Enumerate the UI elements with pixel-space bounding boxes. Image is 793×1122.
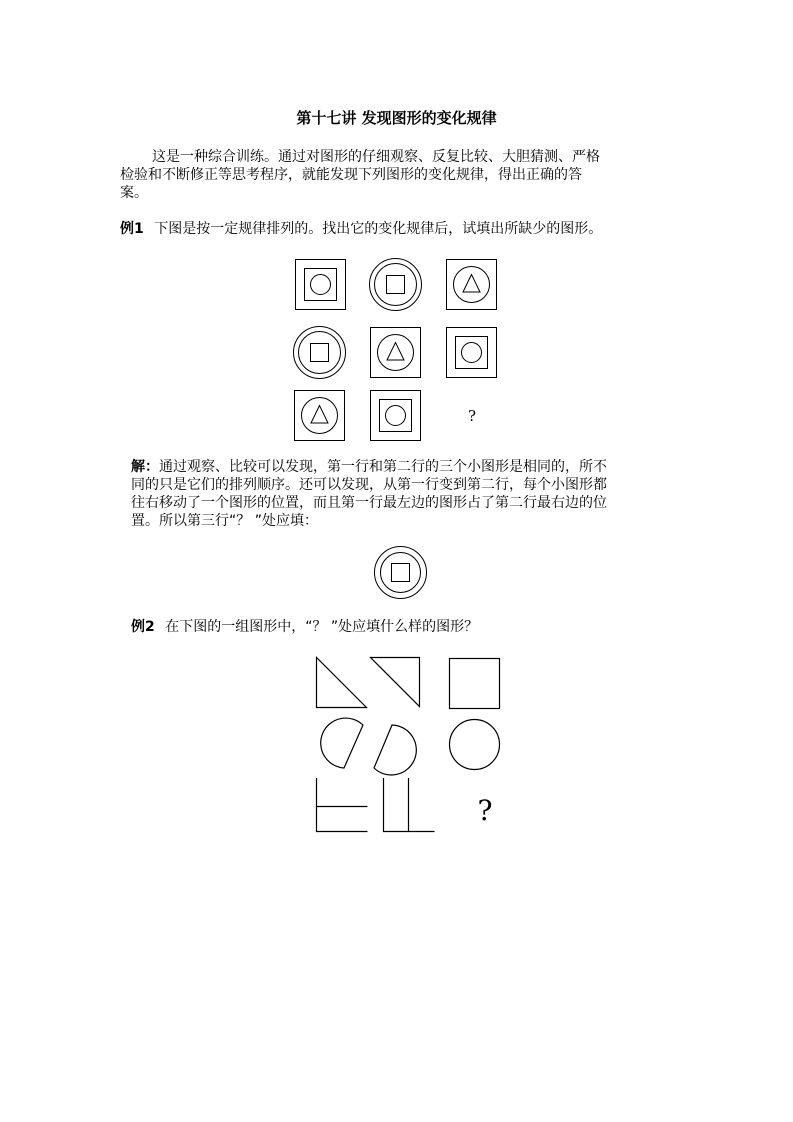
ex2-r2c2-half-circle-right bbox=[374, 725, 416, 775]
ex2-r2c3-circle bbox=[450, 720, 500, 770]
ex2-r2c1-half-circle-left bbox=[321, 718, 363, 768]
ex2-r1c2-right-triangle-right bbox=[371, 658, 420, 707]
ex1-missing-question-mark: ? bbox=[467, 407, 477, 425]
solution-line-3: 往右移动了一个图形的位置，而且第一行最左边的图形占了第二行最右边的位 bbox=[131, 495, 607, 511]
page-title: 第十七讲 发现图形的变化规律 bbox=[296, 109, 497, 127]
example2-question: 在下图的一组图形中，“？ ”处应填什么样的图形？ bbox=[165, 619, 479, 635]
intro-line-3: 案。 bbox=[120, 185, 148, 201]
example1-question: 下图是按一定规律排列的。找出它的变化规律后，试填出所缺少的图形。 bbox=[154, 221, 603, 237]
ex2-r1c1-right-triangle-left bbox=[317, 658, 367, 708]
example1-label: 例1 bbox=[120, 221, 144, 237]
ex2-r3c1-corner-left bbox=[317, 778, 368, 832]
intro-line-2: 检验和不断修正等思考程序，就能发现下列图形的变化规律，得出正确的答 bbox=[120, 167, 582, 183]
solution-line-1-text: 通过观察、比较可以发现，第一行和第二行的三个小图形是相同的，所不 bbox=[159, 459, 607, 475]
ex2-r3c2-corner-right bbox=[384, 778, 435, 832]
solution-line-4: 置。所以第三行“？ ”处应填： bbox=[131, 513, 318, 529]
ex2-r1c3-square bbox=[450, 659, 500, 709]
intro-line-1: 这是一种综合训练。通过对图形的仔细观察、反复比较、大胆猜测、严格 bbox=[152, 149, 600, 165]
ex2-missing-question-mark: ? bbox=[477, 794, 493, 827]
solution-line-2: 同的只是它们的排列顺序。还可以发现，从第一行变到第二行，每个小图形都 bbox=[131, 477, 607, 493]
solution-label: 解： bbox=[131, 459, 159, 475]
example2-label: 例2 bbox=[131, 619, 155, 635]
